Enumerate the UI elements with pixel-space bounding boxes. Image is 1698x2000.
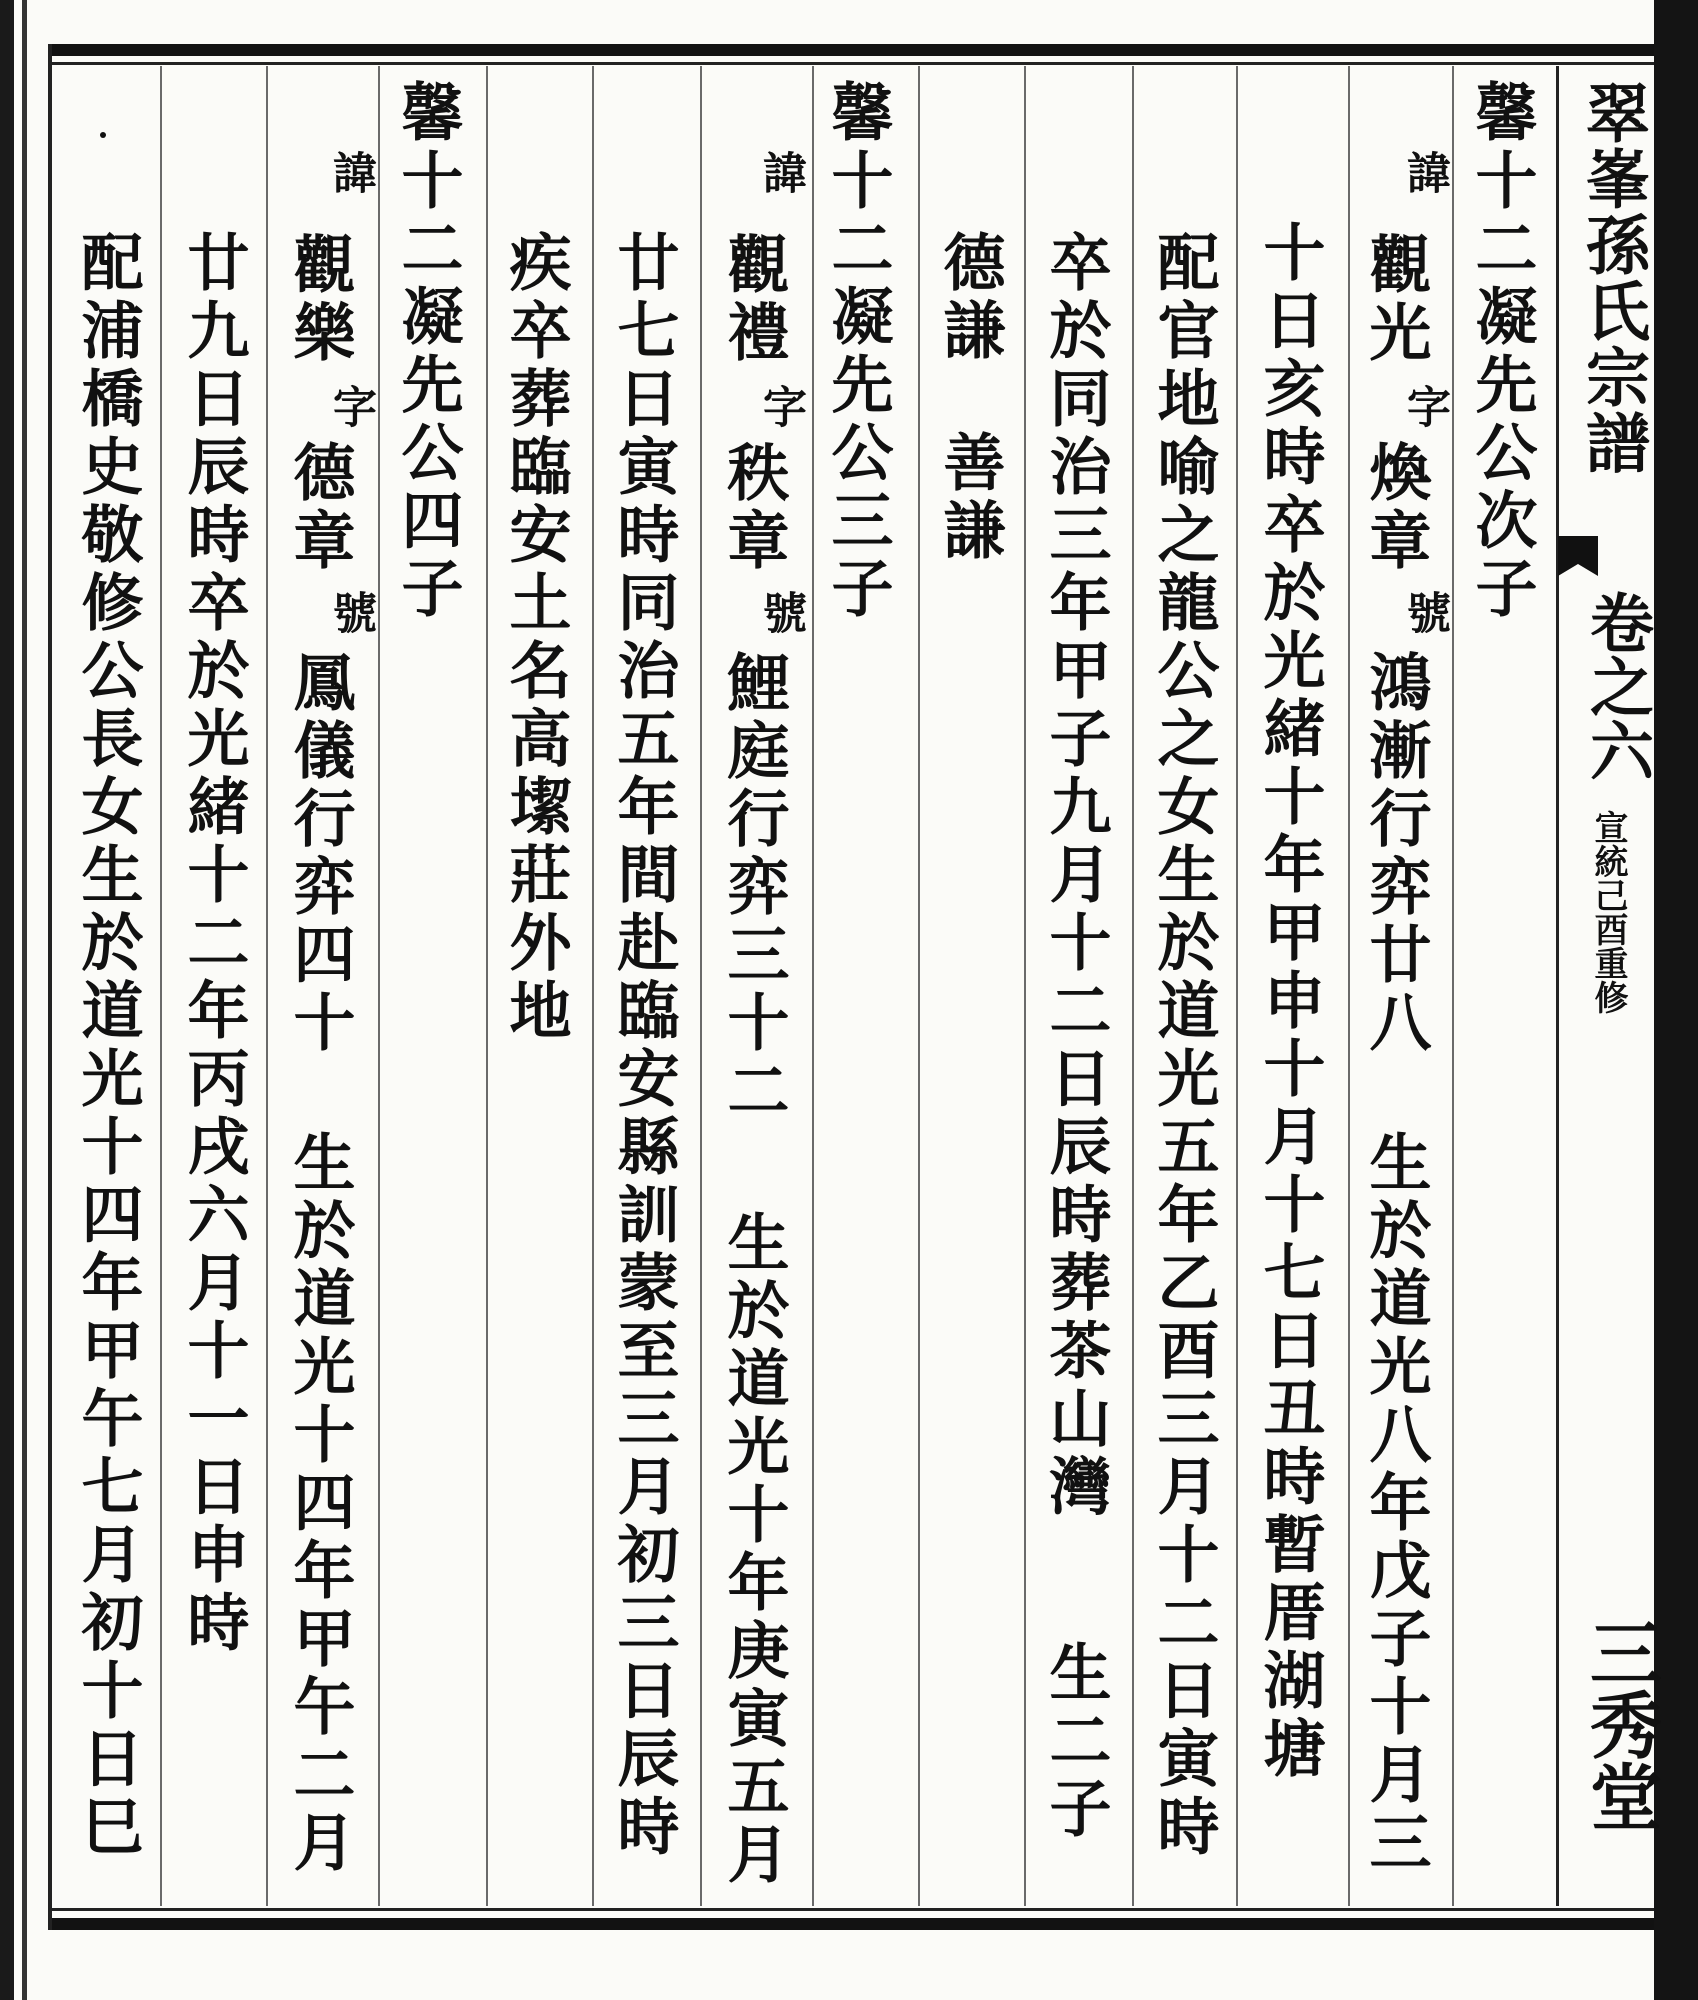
- record-text: 廿七日寅時同治五年間赴臨安縣訓蒙至三月初三日辰時: [607, 230, 680, 1862]
- label-taboo-name: 諱: [755, 150, 806, 196]
- column-rule: [378, 66, 380, 1906]
- column-rule: [1132, 66, 1134, 1906]
- birth-record: 生於道光八年戊子十月三: [1359, 1130, 1432, 1878]
- label-courtesy-name: 字: [1399, 384, 1450, 430]
- son-name: 德謙: [933, 230, 1006, 366]
- frame-top-border: [48, 44, 1654, 56]
- label-art-name: 號: [325, 590, 376, 636]
- record-text: 廿九日辰時卒於光緒十二年丙戌六月十一日申時: [177, 230, 250, 1658]
- column-rule: [1024, 66, 1026, 1906]
- birth-record: 生於道光十四年甲午二月: [283, 1130, 356, 1878]
- art-name-and-rank: 鴻漸行弈廿八: [1359, 650, 1432, 1058]
- ink-dot: [100, 132, 106, 138]
- given-name: 觀禮: [717, 232, 790, 368]
- frame-left-border: [48, 44, 52, 1930]
- courtesy-name: 秩章: [717, 440, 790, 576]
- entry-heading: 馨十二凝先公三子: [821, 80, 894, 624]
- given-name: 觀樂: [283, 232, 356, 368]
- label-art-name: 號: [1399, 590, 1450, 636]
- spouse-record: 配浦橋史敬修公長女生於道光十四年甲午七月初十日巳: [71, 230, 144, 1862]
- column-rule: [1348, 66, 1350, 1906]
- column-rule: [1236, 66, 1238, 1906]
- label-courtesy-name: 字: [755, 384, 806, 430]
- son-name: 善謙: [933, 430, 1006, 566]
- binding-edge-line: [22, 0, 27, 2000]
- given-name: 觀光: [1359, 232, 1432, 368]
- courtesy-name: 德章: [283, 440, 356, 576]
- record-text: 十日亥時卒於光緒十年甲申十月十七日丑時暫厝湖塘: [1253, 220, 1326, 1784]
- children-count: 生二子: [1039, 1640, 1112, 1844]
- death-burial-record: 疾卒葬臨安土名高𡐤莊外地: [499, 230, 572, 1046]
- edition-label: 宣統己酉重修: [1588, 810, 1628, 1014]
- frame-top-inner-border: [48, 62, 1654, 65]
- column-rule: [266, 66, 268, 1906]
- label-courtesy-name: 字: [325, 384, 376, 430]
- art-name-and-rank: 鳳儀行弈四十: [283, 650, 356, 1058]
- spine-rule: [1556, 66, 1559, 1906]
- binding-edge: [0, 0, 14, 2000]
- death-burial-record: 卒於同治三年甲子九月十二日辰時葬茶山灣: [1039, 230, 1112, 1522]
- art-name-and-rank: 鯉庭行弈三十二: [717, 650, 790, 1126]
- courtesy-name: 煥章: [1359, 440, 1432, 576]
- entry-heading: 馨十二凝先公次子: [1465, 80, 1538, 624]
- column-rule: [700, 66, 702, 1906]
- frame-bottom-border: [48, 1918, 1654, 1930]
- label-taboo-name: 諱: [1399, 150, 1450, 196]
- column-rule: [812, 66, 814, 1906]
- label-art-name: 號: [755, 590, 806, 636]
- column-rule: [1452, 66, 1454, 1906]
- entry-heading: 馨十二凝先公四子: [391, 80, 464, 624]
- genealogy-title: 翠峯孫氏宗譜: [1575, 80, 1650, 476]
- column-rule: [918, 66, 920, 1906]
- label-taboo-name: 諱: [325, 150, 376, 196]
- frame-bottom-inner-border: [48, 1908, 1654, 1911]
- volume-label: 卷之六: [1579, 590, 1654, 782]
- column-rule: [486, 66, 488, 1906]
- fish-tail-mark: [1558, 536, 1598, 576]
- column-rule: [592, 66, 594, 1906]
- column-rule: [160, 66, 162, 1906]
- hall-name: 三秀堂: [1578, 1616, 1663, 1832]
- spouse-record: 配官地喻之龍公之女生於道光五年乙酉三月十二日寅時: [1147, 230, 1220, 1862]
- birth-record: 生於道光十年庚寅五月: [717, 1210, 790, 1890]
